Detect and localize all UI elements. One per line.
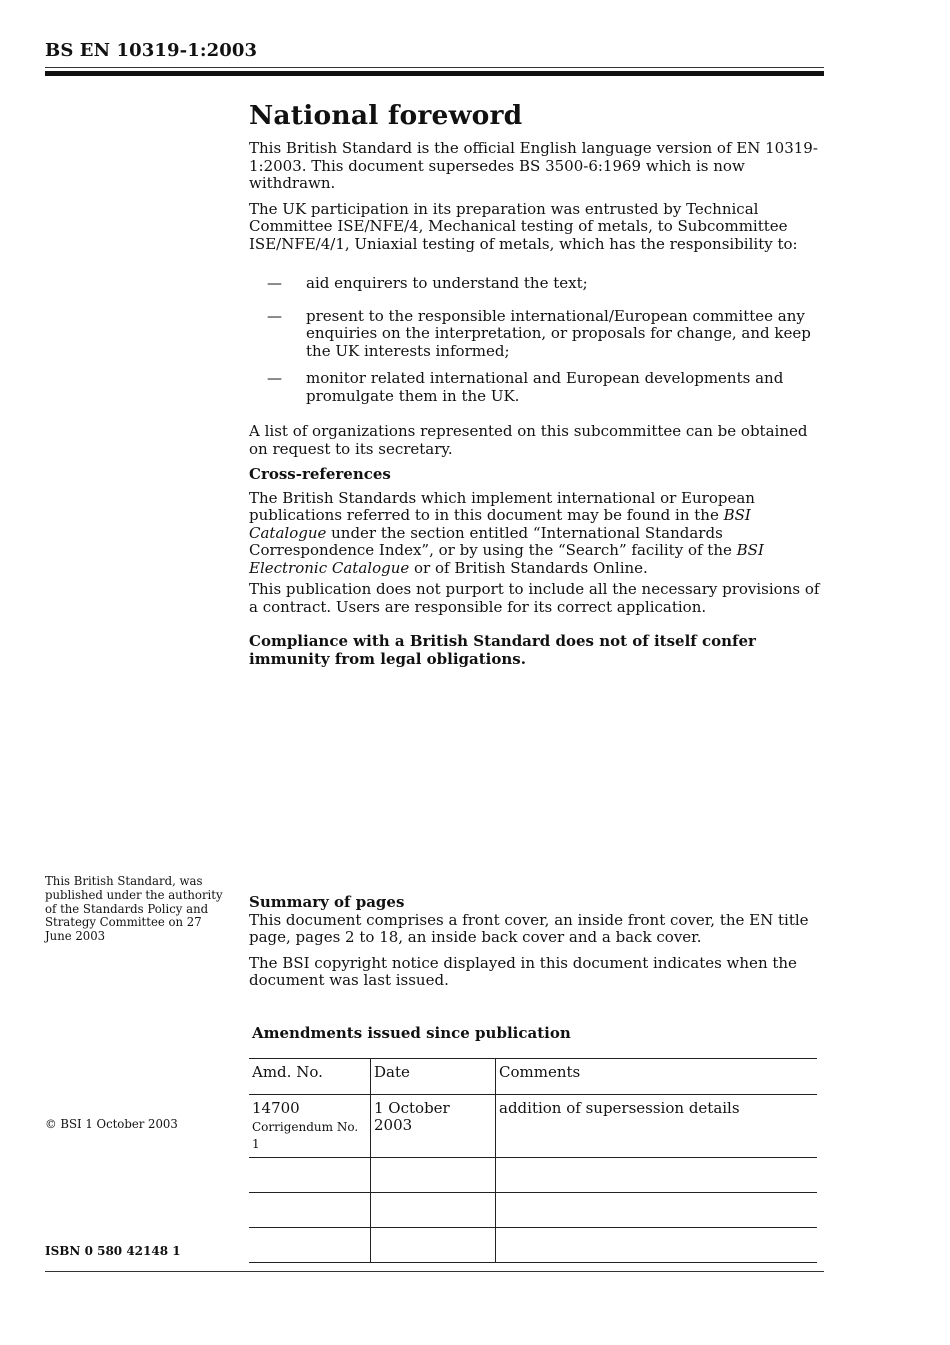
summary-heading: Summary of pages bbox=[249, 893, 405, 911]
responsibility-list bbox=[249, 275, 824, 405]
table-header-row bbox=[249, 1059, 817, 1095]
amd-no-cell bbox=[249, 1095, 371, 1158]
summary-paragraph-2: The BSI copyright notice displayed in this document indicates when the document was last issued. bbox=[249, 953, 797, 989]
dash-bullet: — bbox=[267, 369, 282, 387]
page-title: National foreword bbox=[249, 100, 523, 131]
bsi-electronic-catalogue-title: BSI Electronic Catalogue bbox=[249, 541, 764, 577]
amendments-title: Amendments issued since publication bbox=[252, 1024, 571, 1042]
dash-bullet: — bbox=[267, 306, 282, 325]
cross-references-paragraph bbox=[249, 490, 824, 578]
list-item-text: monitor related international and European developments and promulgate them in the UK. bbox=[306, 369, 784, 405]
table-row bbox=[249, 1193, 817, 1228]
amd-no: 14700 bbox=[252, 1099, 300, 1117]
amendments-table bbox=[249, 1058, 817, 1263]
isbn: ISBN 0 580 42148 1 bbox=[45, 1244, 181, 1258]
summary-of-pages bbox=[249, 894, 824, 998]
list-item-text: present to the responsible international/European committee any enquiries on the interpretation, or proposals for change, and keep the UK interests informed; bbox=[306, 306, 811, 360]
list-item bbox=[249, 275, 824, 293]
header-rule-thick bbox=[45, 71, 824, 76]
list-item bbox=[249, 308, 824, 361]
cross-ref-text-1: The British Standards which implement international or European publications referred to in this document may be found in the bbox=[249, 488, 755, 524]
column-header-amd-no: Amd. No. bbox=[249, 1059, 371, 1095]
cross-references-heading: Cross-references bbox=[249, 465, 391, 483]
compliance-statement: Compliance with a British Standard does not of itself confer immunity from legal obligations. bbox=[249, 632, 756, 668]
intro-paragraph-1: This British Standard is the official English language version of EN 10319-1:2003. This document supersedes BS 3500-6:1969 which is now withdrawn. bbox=[249, 139, 818, 192]
footer-rule bbox=[45, 1271, 824, 1272]
column-header-date: Date bbox=[371, 1059, 496, 1095]
header-rule-thin bbox=[45, 67, 824, 68]
comments-cell: addition of supersession details bbox=[496, 1095, 818, 1158]
cross-ref-text-2: under the section entitled “International Standards Correspondence Index”, or by using the “Search” facility of the bbox=[249, 523, 737, 559]
contract-provisions-paragraph: This publication does not purport to include all the necessary provisions of a contract. Users are responsible for its correct application. bbox=[249, 580, 820, 616]
table-row bbox=[249, 1095, 817, 1158]
list-item bbox=[249, 370, 824, 405]
table-row bbox=[249, 1228, 817, 1263]
amd-sub-label: Corrigendum No. 1 bbox=[252, 1120, 359, 1151]
authority-note: This British Standard, was published under the authority of the Standards Policy and Strategy Committee on 27 June 2003 bbox=[45, 874, 223, 944]
column-header-comments: Comments bbox=[496, 1059, 818, 1095]
foreword-body bbox=[249, 140, 824, 676]
cross-ref-text-3: or of British Standards Online. bbox=[409, 558, 648, 577]
organization-list-note: A list of organizations represented on this subcommittee can be obtained on request to its secretary. bbox=[249, 422, 808, 458]
dash-bullet: — bbox=[267, 274, 282, 292]
bsi-catalogue-title: BSI Catalogue bbox=[249, 506, 751, 542]
intro-paragraph-2: The UK participation in its preparation was entrusted by Technical Committee ISE/NFE/4, Mechanical testing of metals, to Subcommittee ISE/NFE/4/1, Uniaxial testing of metals, which has the responsibility to: bbox=[249, 199, 798, 253]
summary-paragraph-1: This document comprises a front cover, an inside front cover, the EN title page, pages 2 to 18, an inside back cover and a back cover. bbox=[249, 910, 809, 946]
table-row bbox=[249, 1158, 817, 1193]
list-item-text: aid enquirers to understand the text; bbox=[306, 274, 588, 292]
copyright-notice: © BSI 1 October 2003 bbox=[45, 1117, 178, 1131]
document-code: BS EN 10319-1:2003 bbox=[45, 40, 258, 61]
date-cell: 1 October 2003 bbox=[371, 1095, 496, 1158]
